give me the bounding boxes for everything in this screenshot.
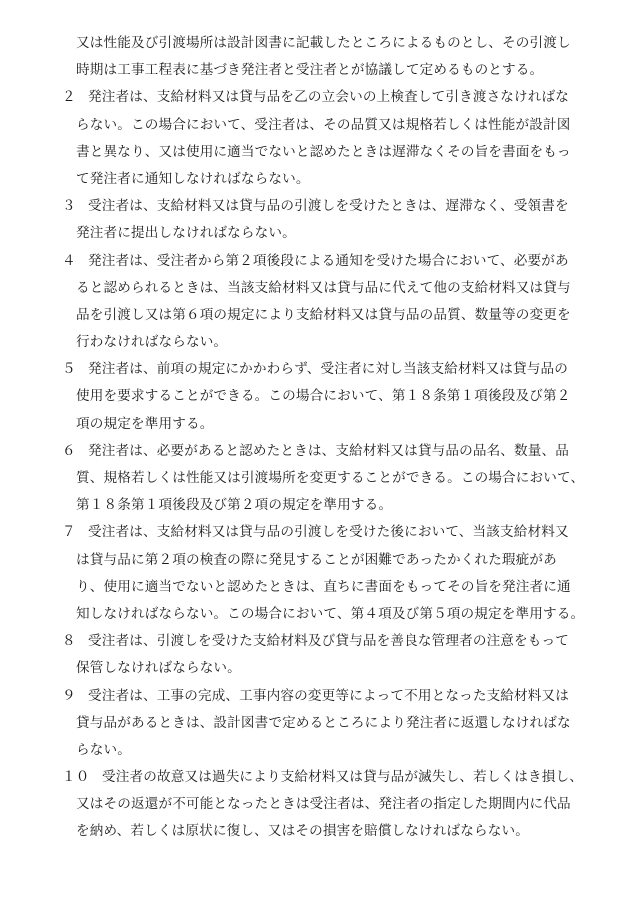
paragraph-number: １０ <box>62 769 90 786</box>
paragraph-line: り、使用に適当でないと認めたときは、直ちに書面をもってその旨を発注者に通 <box>76 578 571 595</box>
paragraph-line: 受注者は、工事の完成、工事内容の変更等によって不用となった支給材料又は <box>88 687 570 704</box>
paragraph-line: 受注者の故意又は過失により支給材料又は貸与品が滅失し、若しくはき損し、 <box>102 769 584 786</box>
paragraph-number: ４ <box>62 252 76 269</box>
paragraph-line: 保管しなければならない。 <box>76 660 241 677</box>
paragraph-line: 発注者は、前項の規定にかかわらず、受注者に対し当該支給材料又は貸与品の <box>88 361 568 378</box>
paragraph-line: 項の規定を準用する。 <box>76 415 214 432</box>
paragraph-line: 使用を要求することができる。この場合において、第１８条第１項後段及び第２ <box>76 388 571 405</box>
paragraph-line: は貸与品に第２項の検査の際に発見することが困難であったかくれた瑕疵があ <box>76 551 557 568</box>
paragraph-line: て発注者に通知しなければならない。 <box>76 170 310 187</box>
paragraph-line: 発注者に提出しなければならない。 <box>76 225 296 242</box>
paragraph-line: らない。 <box>76 741 131 758</box>
paragraph-line: らない。この場合において、受注者は、その品質又は規格若しくは性能が設計図 <box>76 116 571 133</box>
paragraph-line: 貸与品があるときは、設計図書で定めるところにより発注者に返還しなければな <box>76 714 571 731</box>
paragraph-2 <box>62 84 596 193</box>
paragraph-number: ８ <box>62 633 76 650</box>
paragraph-line: 発注者は、支給材料又は貸与品を乙の立会いの上検査して引き渡さなければな <box>88 89 570 106</box>
paragraph-line: 受注者は、引渡しを受けた支給材料及び貸与品を善良な管理者の注意をもって <box>88 633 570 650</box>
paragraph-5 <box>62 356 596 438</box>
paragraph-number: ９ <box>62 687 76 704</box>
paragraph-line: 発注者は、必要があると認めたときは、支給材料又は貸与品の品名、数量、品 <box>88 442 570 459</box>
paragraph-7 <box>62 519 596 628</box>
paragraph-number: ３ <box>62 198 76 215</box>
paragraph-4 <box>62 248 596 357</box>
paragraph-number: ５ <box>62 361 76 378</box>
paragraph-9 <box>62 683 596 765</box>
paragraph-line: 行わなければならない。 <box>76 334 228 351</box>
paragraph-number: ２ <box>62 89 76 106</box>
paragraph-10 <box>62 764 596 846</box>
paragraph-line: 知しなければならない。この場合において、第４項及び第５項の規定を準用する。 <box>76 605 585 622</box>
paragraph-line: 受注者は、支給材料又は貸与品の引渡しを受けた後において、当該支給材料又 <box>88 524 569 541</box>
paragraph-continuation <box>76 30 596 84</box>
paragraph-number: ６ <box>62 442 76 459</box>
paragraph-line: 品を引渡し又は第６項の規定により支給材料又は貸与品の品質、数量等の変更を <box>76 306 571 323</box>
paragraph-8 <box>62 628 596 682</box>
paragraph-line: 受注者は、支給材料又は貸与品の引渡しを受けたときは、遅滞なく、受領書を <box>88 198 569 215</box>
paragraph-line: 又は性能及び引渡場所は設計図書に記載したところによるものとし、その引渡し <box>76 35 571 51</box>
paragraph-line: 時期は工事工程表に基づき発注者と受注者とが協議して定めるものとする。 <box>76 62 544 79</box>
paragraph-line: 発注者は、受注者から第２項後段による通知を受けた場合において、必要があ <box>88 252 569 269</box>
paragraph-line: 第１８条第１項後段及び第２項の規定を準用する。 <box>76 497 393 514</box>
document-body <box>62 30 596 846</box>
paragraph-line: 書と異なり、又は使用に適当でないと認めたときは遅滞なくその旨を書面をもっ <box>76 143 571 160</box>
paragraph-6 <box>62 438 596 520</box>
paragraph-line: 質、規格若しくは性能又は引渡場所を変更することができる。この場合において、 <box>76 470 585 486</box>
paragraph-line: 又はその返還が不可能となったときは受注者は、発注者の指定した期間内に代品 <box>76 796 571 813</box>
paragraph-3 <box>62 193 596 247</box>
paragraph-line: ると認められるときは、当該支給材料又は貸与品に代えて他の支給材料又は貸与 <box>76 279 571 296</box>
paragraph-number: ７ <box>62 524 76 541</box>
paragraph-line: を納め、若しくは原状に復し、又はその損害を賠償しなければならない。 <box>76 823 529 840</box>
